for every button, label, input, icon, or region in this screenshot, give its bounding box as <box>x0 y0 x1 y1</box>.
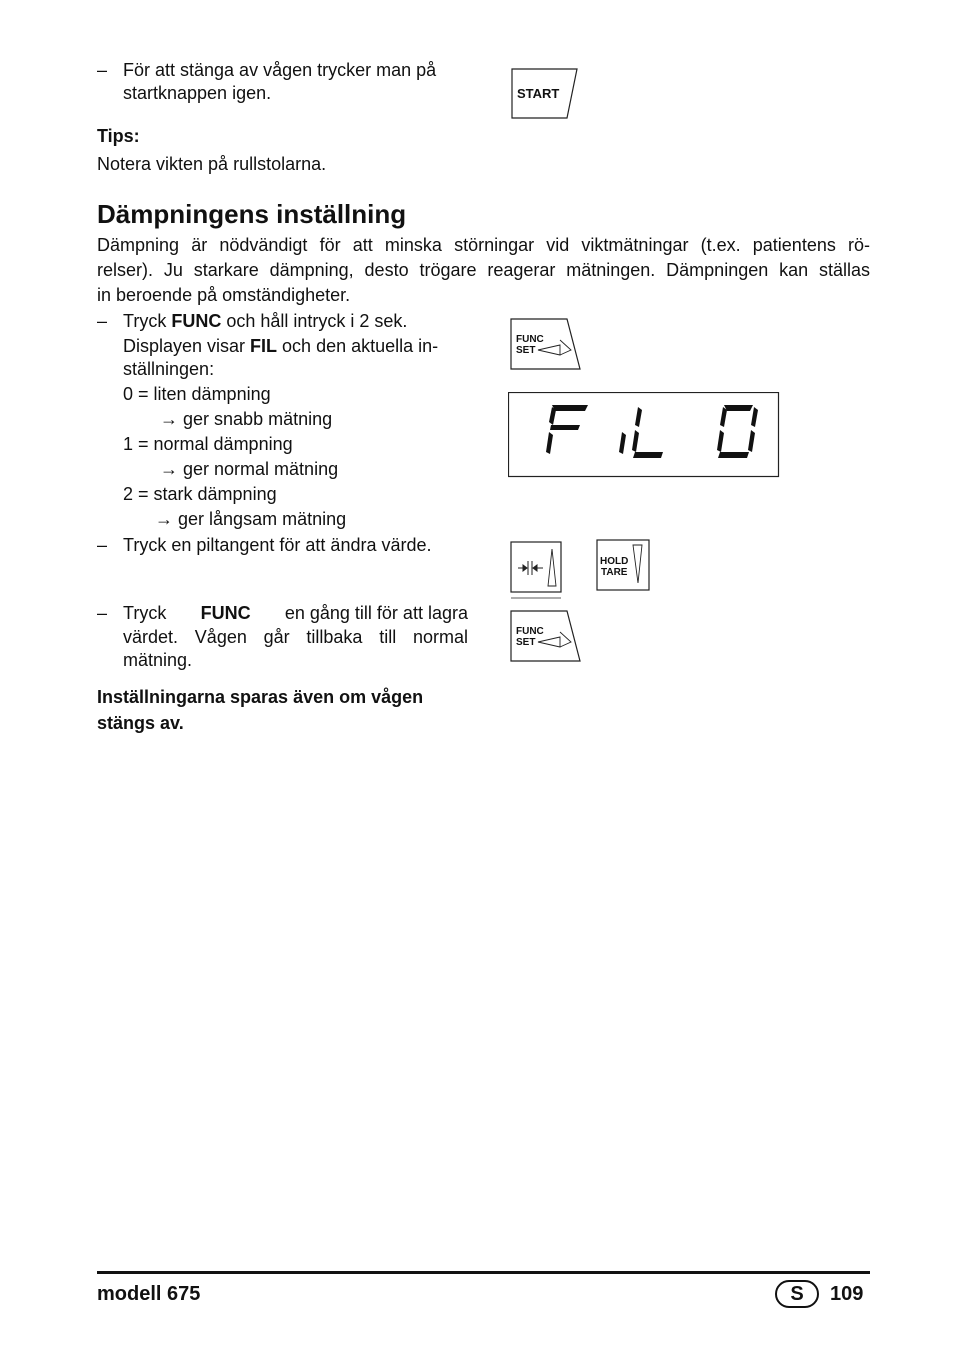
hold-key-label-1: HOLD <box>600 556 629 567</box>
func-key-label-1: FUNC <box>516 334 544 345</box>
lcd-char-i <box>619 432 626 454</box>
arrow-right-icon: → <box>155 509 173 529</box>
hold-tare-key <box>596 539 652 593</box>
arrow-key <box>510 541 564 601</box>
arrow-right-icon: → <box>160 409 178 429</box>
option-0-result: → ger snabb mätning <box>160 409 333 429</box>
step3-line-3: mätning. <box>123 650 193 670</box>
triangle-down-icon <box>633 545 642 583</box>
footer-model: modell 675 <box>97 1283 201 1305</box>
section-para-line-3: in beroende på omständigheter. <box>97 285 351 305</box>
language-badge: S <box>775 1280 819 1308</box>
step3-line-1: Tryck FUNC en gång till för att lagra <box>123 603 468 623</box>
list-dash: – <box>97 603 108 623</box>
note-line-1: Inställningarna sparas även om vågen <box>97 687 424 707</box>
step3-line-2: värdet. Vågen går tillbaka till normal <box>123 627 468 647</box>
tips-heading: Tips: <box>97 126 140 146</box>
collapse-arrows-icon <box>518 561 543 575</box>
section-para-line-2: relser). Ju starkare dämpning, desto trögare reagerar mätningen. Dämpningen kan ställas <box>97 260 870 280</box>
list-dash: – <box>97 60 108 80</box>
func-set-key <box>510 610 582 664</box>
list-dash: – <box>97 311 108 331</box>
tips-text: Notera vikten på rullstolarna. <box>97 154 327 174</box>
step1-line-1: Tryck FUNC och håll intryck i 2 sek. <box>123 311 408 331</box>
section-para-line-1: Dämpning är nödvändigt för att minska störningar vid viktmätningar (t.ex. patientens rö- <box>97 235 870 255</box>
triangle-up-icon <box>548 549 556 586</box>
func-key-label-2: SET <box>516 637 536 648</box>
func-key-label-1: FUNC <box>516 626 544 637</box>
option-2-result: → ger långsam mätning <box>155 509 347 529</box>
lcd-char-l <box>632 407 663 458</box>
list-dash: – <box>97 535 108 555</box>
step2-text: Tryck en piltangent för att ändra värde. <box>123 535 432 555</box>
footer-rule <box>97 1271 870 1274</box>
func-key-label-2: SET <box>516 345 536 356</box>
option-1-label: 1 = normal dämpning <box>123 434 293 454</box>
hold-key-label-2: TARE <box>601 567 628 578</box>
step1-line-2: Displayen visar FIL och den aktuella in- <box>123 336 439 356</box>
intro-line-2: startknappen igen. <box>123 83 272 103</box>
option-0-label: 0 = liten dämpning <box>123 384 271 404</box>
page-number: 109 <box>830 1283 864 1305</box>
lcd-char-f <box>546 405 588 454</box>
option-1-result: → ger normal mätning <box>160 459 339 479</box>
start-key <box>511 68 581 120</box>
start-key-label: START <box>517 86 560 101</box>
option-2-label: 2 = stark dämpning <box>123 484 277 504</box>
step1-line-3: ställningen: <box>123 359 215 379</box>
lcd-display <box>508 392 780 478</box>
note-line-2: stängs av. <box>97 713 184 733</box>
lcd-char-0 <box>717 405 758 458</box>
section-title: Dämpningens inställning <box>97 199 407 229</box>
arrow-right-icon: → <box>160 459 178 479</box>
intro-line-1: För att stänga av vågen trycker man på <box>123 60 437 80</box>
func-set-key <box>510 318 582 372</box>
